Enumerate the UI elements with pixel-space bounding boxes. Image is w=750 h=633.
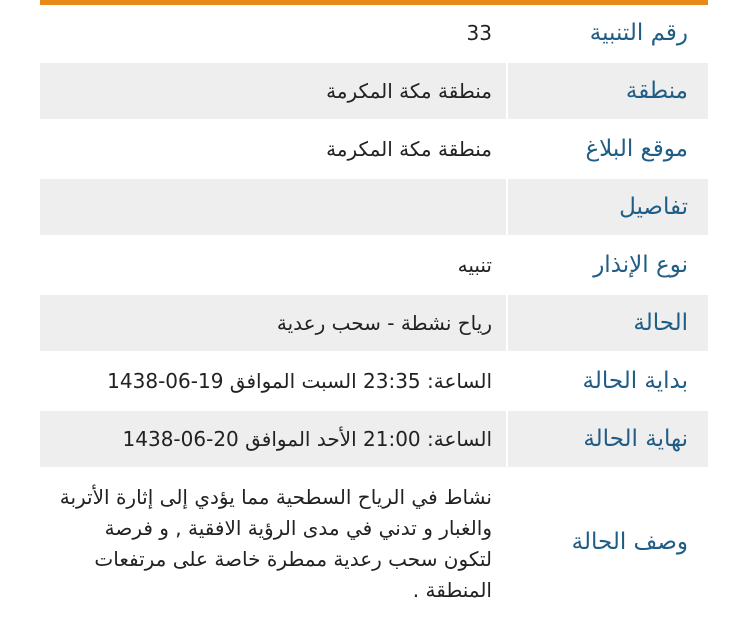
label-start-time: بداية الحالة xyxy=(507,352,708,410)
row-region xyxy=(40,62,708,120)
label-warning-type: نوع الإنذار xyxy=(507,236,708,294)
label-end-time: نهاية الحالة xyxy=(507,410,708,468)
row-report-location xyxy=(40,120,708,178)
value-start-time: الساعة: 23:35 السبت الموافق 19-06-1438 xyxy=(40,352,507,410)
value-description: نشاط في الرياح السطحية مما يؤدي إلى إثارة الأتربة والغبار و تدني في مدى الرؤية الافقية , و فرصة لتكون سحب رعدية ممطرة خاصة على مرتفعات المنطقة . xyxy=(40,468,507,615)
row-alert-number xyxy=(40,5,708,62)
value-warning-type: تنبيه xyxy=(40,236,507,294)
value-details xyxy=(40,178,507,236)
alert-details-table xyxy=(40,5,708,616)
row-warning-type xyxy=(40,236,708,294)
label-alert-number: رقم التنبية xyxy=(507,5,708,62)
label-details: تفاصيل xyxy=(507,178,708,236)
row-details xyxy=(40,178,708,236)
value-status: رياح نشطة - سحب رعدية xyxy=(40,294,507,352)
label-description: وصف الحالة xyxy=(507,468,708,615)
row-status xyxy=(40,294,708,352)
value-region: منطقة مكة المكرمة xyxy=(40,62,507,120)
label-region: منطقة xyxy=(507,62,708,120)
value-report-location: منطقة مكة المكرمة xyxy=(40,120,507,178)
row-description xyxy=(40,468,708,615)
label-report-location: موقع البلاغ xyxy=(507,120,708,178)
label-status: الحالة xyxy=(507,294,708,352)
value-alert-number: 33 xyxy=(40,5,507,62)
value-end-time: الساعة: 21:00 الأحد الموافق 20-06-1438 xyxy=(40,410,507,468)
row-end-time xyxy=(40,410,708,468)
row-start-time xyxy=(40,352,708,410)
